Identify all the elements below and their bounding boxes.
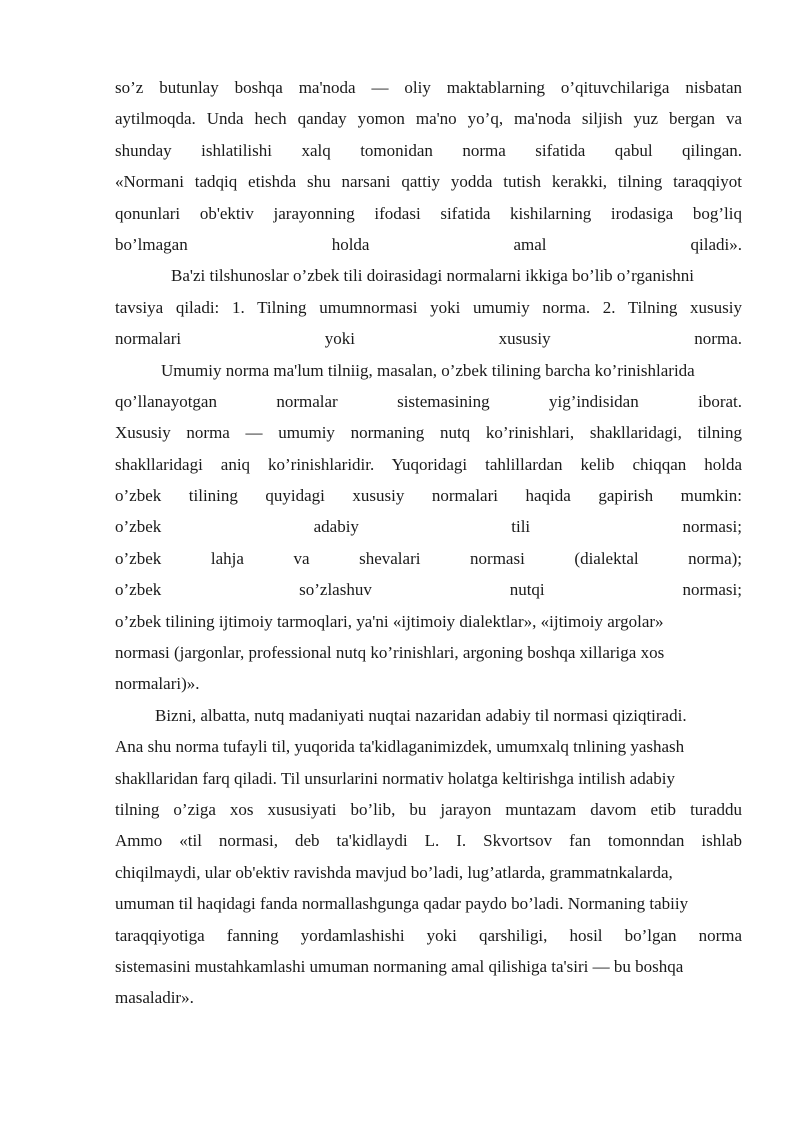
text-line: «Normani tadqiq etishda shu narsani qattiy yodda tutish kerakki, tilning taraqqiyot [115, 172, 742, 192]
text-line: tavsiya qiladi: 1. Tilning umumnormasi yoki umumiy norma. 2. Tilning xususiy [115, 297, 742, 317]
text-line: Ammo «til normasi, deb ta'kidlaydi L. I. Skvortsov fan tomonndan ishlab [115, 831, 742, 851]
text-line: o’zbek tilining quyidagi xususiy normalari haqida gapirish mumkin: [115, 486, 742, 506]
text-line: shakllaridagi aniq ko’rinishlaridir. Yuqoridagi tahlillardan kelib chiqqan holda [115, 454, 742, 474]
list-item: o’zbek tilining ijtimoiy tarmoqlari, ya'ni «ijtimoiy dialektlar», «ijtimoiy argolar» [115, 611, 664, 631]
text-line: shunday ishlatilishi xalq tomonidan norma sifatida qabul qilingan. [115, 140, 742, 160]
text-line: Ana shu norma tufayli til, yuqorida ta'kidlaganimizdek, umumxalq tnlining yashash [115, 737, 685, 757]
text-line: so’z butunlay boshqa ma'noda — oliy maktablarning o’qituvchilariga nisbatan [115, 78, 742, 97]
text-line: masaladir». [115, 988, 194, 1008]
text-line: tilning o’ziga xos xususiyati bo’lib, bu jarayon muntazam davom etib turaddu [115, 799, 742, 819]
text-line: normasi (jargonlar, professional nutq ko’rinishlari, argoning boshqa xillariga xos [115, 643, 665, 663]
text-line: shakllaridan farq qiladi. Til unsurlarini normativ holatga keltirishga intilish adabiy [115, 768, 675, 788]
text-line: Xususiy norma — umumiy normaning nutq ko’rinishlari, shakllaridagi, tilning [115, 423, 742, 443]
paragraph-first-line: Bizni, albatta, nutq madaniyati nuqtai nazaridan adabiy til normasi qiziqtiradi. [155, 705, 687, 725]
text-line: chiqilmaydi, ular ob'ektiv ravishda mavjud bo’ladi, lug’atlarda, grammatnkalarda, [115, 862, 673, 882]
paragraph-first-line: Ba'zi tilshunoslar o’zbek tili doirasidagi normalarni ikkiga bo’lib o’rganishni [171, 266, 695, 286]
text-line: aytilmoqda. Unda hech qanday yomon ma'no yo’q, ma'noda siljish yuz bergan va [115, 109, 742, 129]
text-line: sistemasini mustahkamlashi umuman normaning amal qilishiga ta'siri — bu boshqa [115, 956, 684, 976]
text-line: umuman til haqidagi fanda normallashgunga qadar paydo bo’ladi. Normaning tabiiy [115, 894, 689, 914]
list-item: o’zbek adabiy tili normasi; [115, 517, 742, 537]
list-item: o’zbek lahja va shevalari normasi (dialektal norma); [115, 548, 742, 568]
text-line: qonunlari ob'ektiv jarayonning ifodasi sifatida kishilarning irodasiga bog’liq [115, 203, 742, 223]
text-line: normalari)». [115, 674, 200, 694]
list-item: o’zbek so’zlashuv nutqi normasi; [115, 580, 742, 600]
text-line: taraqqiyotiga fanning yordamlashishi yoki qarshiligi, hosil bo’lgan norma [115, 925, 742, 945]
text-line: normalari yoki xususiy norma. [115, 329, 742, 349]
paragraph-first-line: Umumiy norma ma'lum tilniig, masalan, o’zbek tilining barcha ko’rinishlarida [161, 360, 695, 380]
document-page [115, 72, 742, 1014]
text-line: bo’lmagan holda amal qiladi». [115, 234, 742, 254]
text-line: qo’llanayotgan normalar sistemasining yig’indisidan iborat. [115, 391, 742, 411]
